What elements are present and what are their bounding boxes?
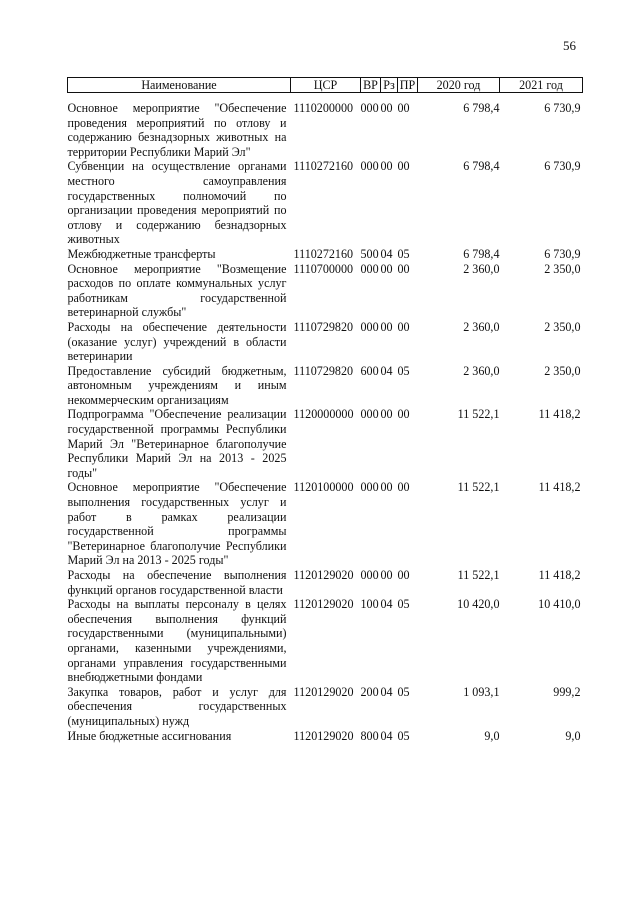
header-pr: ПР <box>398 78 418 93</box>
row-pr: 05 <box>397 363 410 378</box>
row-csr: 1120129020 <box>293 568 354 582</box>
row-vr: 000 <box>360 261 379 276</box>
row-vr: 000 <box>360 480 379 495</box>
table-header <box>68 78 583 93</box>
row-pr: 00 <box>397 261 410 276</box>
row-2020: 6 798,4 <box>463 159 500 174</box>
row-vr: 200 <box>360 684 379 699</box>
row-name: Основное мероприятие "Обеспечение выполнения государственных услуг и работ в рамках реализации государственной программы "Ветеринарное благополучие Республики Марий Эл на 2013 - 2025 годы" <box>67 480 287 568</box>
table-row <box>68 159 583 247</box>
row-rz: 04 <box>380 597 393 612</box>
row-vr: 500 <box>360 246 379 261</box>
row-csr: 1120129020 <box>293 728 354 743</box>
row-rz: 00 <box>380 101 393 115</box>
row-name: Межбюджетные трансферты <box>67 246 216 261</box>
row-rz: 00 <box>380 261 393 276</box>
row-rz: 00 <box>380 159 393 174</box>
row-name: Предоставление субсидий бюджетным, автономным учреждениям и иным некоммерческим организациям <box>67 363 287 407</box>
row-name: Расходы на обеспечение выполнения функций органов государственной власти <box>67 568 287 597</box>
row-name: Закупка товаров, работ и услуг для обеспечения государственных (муниципальных) нужд <box>67 684 287 728</box>
table-row <box>68 320 583 364</box>
row-2021: 11 418,2 <box>538 480 581 495</box>
table-row <box>68 93 583 160</box>
row-vr: 600 <box>360 363 379 378</box>
row-name: Подпрограмма "Обеспечение реализации государственной программы Республики Марий Эл "Ветеринарное благополучие Республики Марий Эл на 2013 - 2025 годы" <box>67 407 287 480</box>
header-csr: ЦСР <box>291 78 361 93</box>
table-row <box>68 568 583 597</box>
row-2020: 11 522,1 <box>457 407 500 422</box>
row-2020: 9,0 <box>484 728 500 743</box>
row-pr: 00 <box>397 159 410 174</box>
row-2021: 6 730,9 <box>544 159 581 174</box>
row-pr: 00 <box>397 407 410 422</box>
row-csr: 1120000000 <box>293 407 354 422</box>
row-pr: 05 <box>397 246 410 261</box>
row-name: Основное мероприятие "Возмещение расходов по оплате коммунальных услуг работникам государственной ветеринарной службы" <box>67 261 287 320</box>
row-vr: 000 <box>360 407 379 422</box>
row-2021: 9,0 <box>565 728 581 743</box>
row-rz: 00 <box>380 568 393 582</box>
row-vr: 000 <box>360 101 379 115</box>
row-name: Иные бюджетные ассигнования <box>67 728 232 743</box>
row-2021: 6 730,9 <box>544 101 581 115</box>
row-pr: 05 <box>397 728 410 743</box>
row-2021: 2 350,0 <box>544 319 581 334</box>
table-row <box>68 729 583 744</box>
row-2021: 11 418,2 <box>538 407 581 422</box>
row-pr: 05 <box>397 684 410 699</box>
row-2020: 2 360,0 <box>463 363 500 378</box>
row-name: Субвенции на осуществление органами местного самоуправления государственных полномочий по организации проведения мероприятий по отлову и содержанию безнадзорных животных <box>67 159 287 247</box>
budget-table <box>67 77 583 743</box>
table-row <box>68 685 583 729</box>
row-2021: 2 350,0 <box>544 363 581 378</box>
header-rz: Рз <box>381 78 398 93</box>
row-2021: 10 410,0 <box>538 597 581 612</box>
table-row <box>68 364 583 408</box>
row-2020: 11 522,1 <box>457 480 500 495</box>
table-body <box>68 93 583 744</box>
row-csr: 1120100000 <box>293 480 354 495</box>
row-2021: 6 730,9 <box>544 246 581 261</box>
table-row <box>68 480 583 568</box>
row-pr: 00 <box>397 101 410 115</box>
row-2020: 2 360,0 <box>463 261 500 276</box>
row-2020: 10 420,0 <box>457 597 500 612</box>
row-csr: 1110272160 <box>293 159 354 174</box>
page-number: 56 <box>563 38 576 53</box>
row-name: Расходы на выплаты персоналу в целях обеспечения выполнения функций государственными (муниципальными) органами, казенными учреждениями, органами управления государственными внебюджетными фондами <box>67 597 287 685</box>
row-2021: 2 350,0 <box>544 261 581 276</box>
table-row <box>68 247 583 262</box>
row-vr: 000 <box>360 319 379 334</box>
row-2020: 6 798,4 <box>463 246 500 261</box>
header-2021: 2021 год <box>500 78 583 93</box>
row-2020: 1 093,1 <box>463 684 500 699</box>
row-csr: 1110729820 <box>293 363 354 378</box>
row-name: Основное мероприятие "Обеспечение проведения мероприятий по отлову и содержанию безнадзорных животных на территории Республики Марий Эл" <box>67 101 287 159</box>
table-row <box>68 407 583 480</box>
row-csr: 1120129020 <box>293 597 354 612</box>
row-pr: 05 <box>397 597 410 612</box>
row-rz: 04 <box>380 246 393 261</box>
row-2020: 6 798,4 <box>463 101 500 115</box>
row-2021: 11 418,2 <box>538 568 581 582</box>
row-csr: 1110700000 <box>293 261 354 276</box>
row-csr: 1110200000 <box>293 101 354 115</box>
header-name: Наименование <box>68 78 291 93</box>
header-vr: ВР <box>361 78 381 93</box>
row-csr: 1120129020 <box>293 684 354 699</box>
row-csr: 1110272160 <box>293 246 354 261</box>
row-vr: 000 <box>360 159 379 174</box>
row-rz: 00 <box>380 319 393 334</box>
row-vr: 000 <box>360 568 379 582</box>
row-csr: 1110729820 <box>293 319 354 334</box>
row-rz: 00 <box>380 480 393 495</box>
row-pr: 00 <box>397 568 410 582</box>
row-2020: 11 522,1 <box>457 568 500 582</box>
row-rz: 00 <box>380 407 393 422</box>
header-2020: 2020 год <box>418 78 500 93</box>
row-2020: 2 360,0 <box>463 319 500 334</box>
row-vr: 800 <box>360 728 379 743</box>
row-rz: 04 <box>380 363 393 378</box>
row-vr: 100 <box>360 597 379 612</box>
row-name: Расходы на обеспечение деятельности (оказание услуг) учреждений в области ветеринарии <box>67 319 287 364</box>
row-pr: 00 <box>397 480 410 495</box>
row-pr: 00 <box>397 319 410 334</box>
table-row <box>68 262 583 320</box>
row-rz: 04 <box>380 728 393 743</box>
table-row <box>68 597 583 685</box>
row-2021: 999,2 <box>553 684 581 699</box>
row-rz: 04 <box>380 684 393 699</box>
